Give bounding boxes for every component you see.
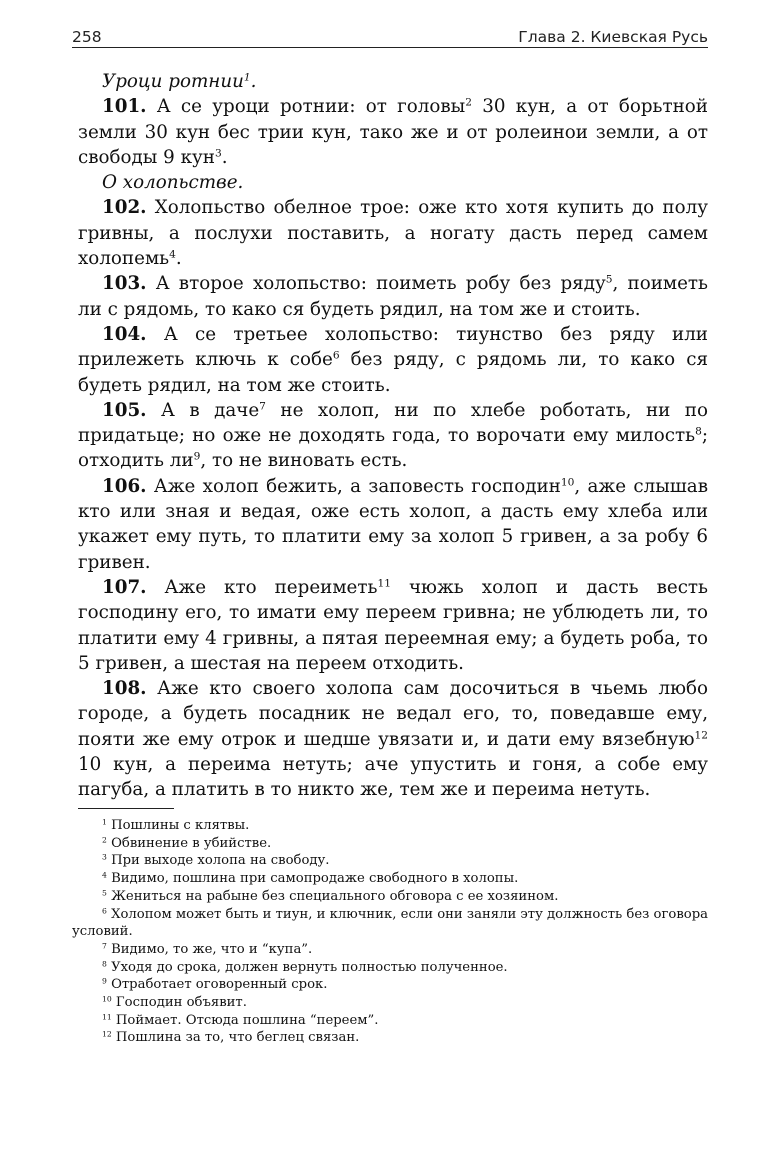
footnote-number: 9 xyxy=(102,976,107,986)
footnote-9: $^9$ Отработает оговоренный срок. xyxy=(102,976,328,993)
footnote-11: $^{11}$ Поймает. Отсюда пошлина “переем”. xyxy=(102,1012,379,1028)
footnote-ref: 6 xyxy=(332,348,340,362)
footnote-ref: 10 xyxy=(560,475,575,489)
footnote-4: $^4$ Видимо, пошлина при самопродаже свободного в холопы. xyxy=(102,870,519,887)
footnote-number: 3 xyxy=(102,852,107,862)
footnote-12: $^{12}$ Пошлина за то, что беглец связан. xyxy=(102,1029,360,1046)
footnote-10: $^{10}$ Господин объявит. xyxy=(102,994,247,1011)
page-number: 258 xyxy=(72,28,102,46)
article-106: 106. Аже холоп бежить, а заповесть господин$^{10}$, аже слышав кто или зная и ведая, оже есть холоп, а дасть ему хлеба или укажет ему путь, то платити ему за холоп 5 гривен, а за робу 6 гривен. xyxy=(78,475,708,573)
footnote-number: 2 xyxy=(102,834,107,844)
footnote-number: 4 xyxy=(102,870,107,880)
article-number: 106. xyxy=(102,475,147,497)
footnote-number: 8 xyxy=(102,958,107,968)
article-number: 108. xyxy=(102,678,147,700)
footnote-number: 6 xyxy=(102,905,107,915)
article-102: 102. Холопьство обелное трое: оже кто хотя купить до полу гривны, а послухи поставить, а ногату дасть перед самем холопемь$^4$. xyxy=(78,197,708,270)
footnote-2: $^2$ Обвинение в убийстве. xyxy=(102,834,272,851)
article-107: 107. Аже кто переиметь$^{11}$ чюжь холоп и дасть весть господину его, то имати ему переем гривна; не ублюдеть ли, то платити ему 4 гривны, а пятая переемная ему; а будеть роба, то 5 гривен, а шестая на переем отходить. xyxy=(78,576,708,674)
footnote-3: $^3$ При выходе холопа на свободу. xyxy=(102,852,330,869)
footnote-separator xyxy=(78,808,174,809)
footnote-ref: 1 xyxy=(243,70,251,84)
running-header xyxy=(72,20,708,46)
article-105: 105. А в даче$^7$ не холоп, ни по хлебе роботать, ни по придатьце; но оже не доходять года, то ворочати ему милость$^8$; отходить $ли^9$, то не виновать есть. xyxy=(78,399,708,472)
footnote-ref: 11 xyxy=(377,576,391,590)
chapter-title: Глава 2. Киевская Русь xyxy=(518,28,708,46)
footnote-number: 12 xyxy=(102,1029,112,1039)
footnote-ref: 2 xyxy=(465,95,472,109)
footnote-number: 11 xyxy=(102,1012,112,1021)
article-number: 107. xyxy=(102,576,147,598)
footnote-number: 7 xyxy=(102,941,107,951)
footnote-6: $^6$ Холопом может быть и тиун, и ключник, если они заняли эту должность без оговора условий. xyxy=(72,905,708,940)
footnote-number: 5 xyxy=(102,888,107,898)
article-103: 103. А второе холопьство: поиметь робу без ряду$^5$, поиметь ли с рядомь, то како ся будеть рядил, на том же и стоить. xyxy=(78,272,708,320)
article-number: 101. xyxy=(102,96,147,118)
main-text xyxy=(78,69,708,803)
footnote-number: 1 xyxy=(102,817,107,827)
footnote-ref: 4 xyxy=(169,247,176,261)
article-number: 104. xyxy=(102,323,147,345)
article-104: 104. А се третьее холопьство: тиунство без ряду или прилежеть ключь к собе$^6$ без ряду, с рядомь ли, то како ся будеть рядил, на том же стоить. xyxy=(78,323,708,396)
footnote-ref: 5 xyxy=(605,272,613,286)
footnote-ref: 12 xyxy=(694,728,708,742)
article-number: 105. xyxy=(102,399,147,421)
article-101: 101. А се уроци ротнии: от головы$^2$ 30 кун, а от борьтной земли 30 кун бес трии кун, тако же и от ролеинои земли, а от свободы 9 кун$^3$. xyxy=(78,95,708,168)
footnote-7: $^7$ Видимо, то же, что и “купа”. xyxy=(102,941,313,957)
footnote-ref: 7 xyxy=(259,399,266,413)
footnotes xyxy=(72,817,708,1047)
footnote-number: 10 xyxy=(102,994,112,1004)
footnote-ref: 3 xyxy=(214,146,222,160)
section-heading-servitude: О холопьстве. xyxy=(102,172,244,194)
footnote-5: $^5$ Жениться на рабыне без специального обговора с ее хозяином. xyxy=(102,888,559,904)
footnote-ref: 9 xyxy=(193,449,201,463)
footnote-8: $^8$ Уходя до срока, должен вернуть полностью полученное. xyxy=(102,958,508,975)
article-number: 102. xyxy=(102,197,147,219)
footnote-ref: 8 xyxy=(695,424,702,438)
header-rule xyxy=(72,47,708,48)
article-number: 103. xyxy=(102,273,147,295)
article-108: 108. Аже кто своего холопа сам досочиться в чьемь любо городе, а будеть посадник не ведал его, то, поведавше ему, пояти же ему отрок и шедше увязати и, и дати ему вязебную$^{12}$ 10 кун, а переима нетуть; аче упустить и гоня, а собе ему пагуба, а платить в то никто же, тем же и переима нетуть. xyxy=(78,678,708,801)
section-heading-fees: Уроци ротнии$^1$. xyxy=(102,70,257,92)
footnote-1: $^1$ Пошлины с клятвы. xyxy=(102,817,250,833)
